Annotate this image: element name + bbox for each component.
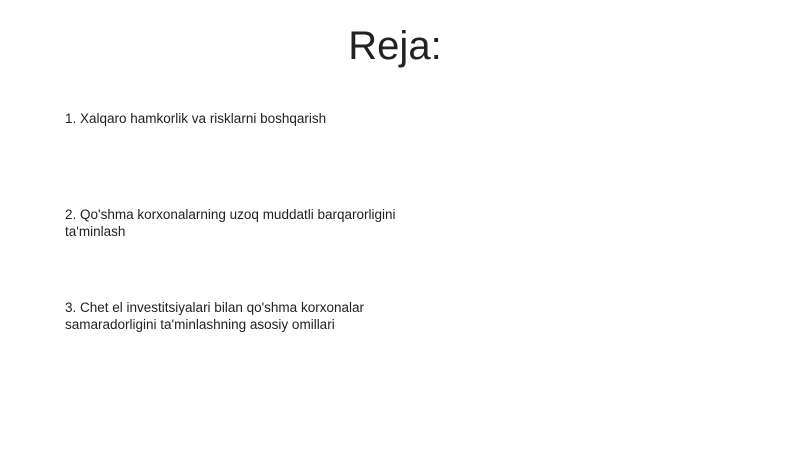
plan-item-2: 2. Qo'shma korxonalarning uzoq muddatli barqarorligini ta'minlash — [65, 207, 396, 239]
plan-item-3: 3. Chet el investitsiyalari bilan qo'shma korxonalar samaradorligini ta'minlashning asosiy omillari — [65, 300, 364, 332]
plan-item-1: 1. Xalqaro hamkorlik va risklarni boshqarish — [65, 111, 327, 126]
slide-title: Reja: — [348, 24, 442, 68]
